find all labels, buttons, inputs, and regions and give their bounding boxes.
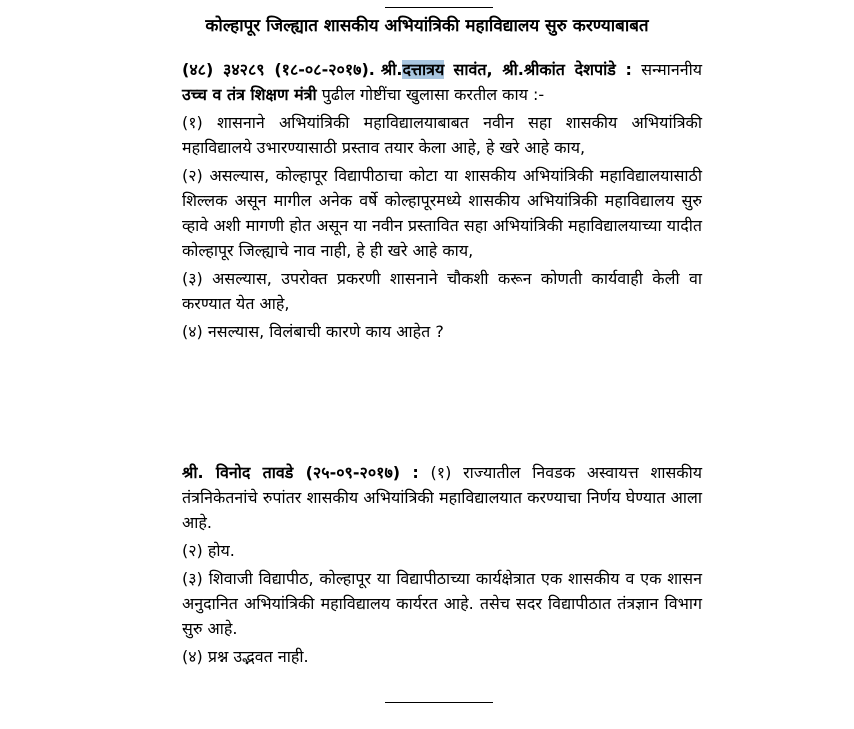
bottom-divider — [385, 702, 493, 703]
respondent: श्री. विनोद तावडे (२५-०९-२०१७) : — [182, 463, 419, 482]
question-item: (४) नसल्यास, विलंबाची कारणे काय आहेत ? — [182, 322, 444, 341]
answer-item: (१) राज्यातील निवडक अस्वायत्त शासकीय तंत्रनिकेतनांचे रुपांतर शासकीय अभियांत्रिकी महाविद्यालयात करण्याचा निर्णय घेण्यात आला आहे. — [182, 463, 702, 532]
question-item: (१) शासनाने अभियांत्रिकी महाविद्यालयाबाबत नवीन सहा शासकीय अभियांत्रिकी महाविद्यालये उभारण्यासाठी प्रस्ताव तयार केला आहे, हे खरे आहे काय, — [182, 113, 702, 157]
question-block — [182, 57, 702, 344]
answer-item: (३) शिवाजी विद्यापीठ, कोल्हापूर या विद्यापीठाच्या कार्यक्षेत्रात एक शासकीय व एक शासन अनुदानित अभियांत्रिकी महाविद्यालय कार्यरत आहे. तसेच सदर विद्यापीठात तंत्रज्ञान विभाग सुरु आहे. — [182, 569, 702, 638]
page-title: कोल्हापूर जिल्ह्यात शासकीय अभियांत्रिकी महाविद्यालय सुरु करण्याबाबत — [205, 16, 649, 36]
intro-before: सन्माननीय — [641, 60, 703, 79]
asker-prefix: श्री. — [380, 60, 403, 79]
answer-item: (२) होय. — [182, 541, 235, 560]
question-header — [182, 57, 702, 107]
question-item: (३) असल्यास, उपरोक्त प्रकरणी शासनाने चौकशी करून कोणती कार्यवाही केली वा करण्यात येत आहे, — [182, 269, 702, 313]
minister-title: उच्च व तंत्र शिक्षण मंत्री — [182, 85, 317, 104]
answer-header — [182, 460, 702, 535]
asker-names: सावंत, श्री.श्रीकांत देशपांडे : — [453, 60, 632, 79]
intro-after: पुढील गोष्टींचा खुलासा करतील काय :- — [321, 85, 545, 104]
question-item: (२) असल्यास, कोल्हापूर विद्यापीठाचा कोटा या शासकीय अभियांत्रिकी महाविद्यालयासाठी शिल्लक असून मागील अनेक वर्षे कोल्हापूरमध्ये शासकीय अभियांत्रिकी महाविद्यालय सुरु व्हावे अशी मागणी होत असून या नवीन प्रस्तावित सहा अभियांत्रिकी महाविद्यालयाच्या यादीत कोल्हापूर जिल्ह्याचे नाव नाही, हे ही खरे आहे काय, — [182, 166, 702, 260]
top-divider — [385, 7, 493, 8]
answer-item: (४) प्रश्न उद्भवत नाही. — [182, 647, 309, 666]
answer-block — [182, 460, 702, 669]
highlighted-selection[interactable]: दत्तात्रय — [402, 60, 445, 79]
question-number: (४८) ३४२८९ (१८-०८-२०१७). — [182, 60, 375, 79]
